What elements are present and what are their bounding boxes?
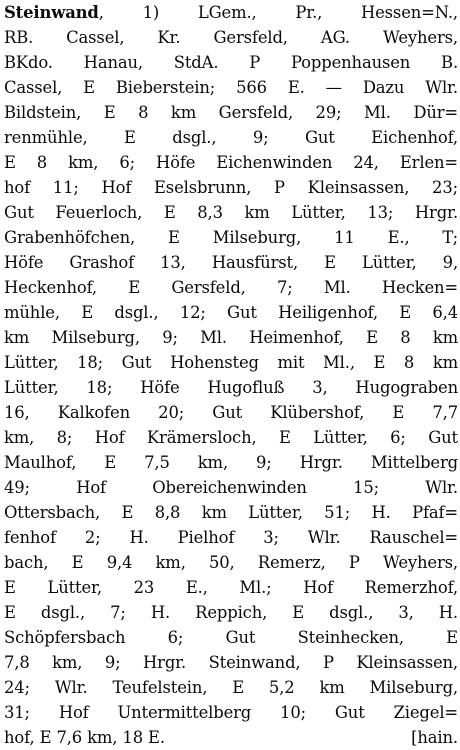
- entry-line: 49; Hof Obereichenwinden 15; Wlr.: [4, 478, 458, 497]
- gazetteer-entry: [4, 0, 458, 750]
- entry-line: 31; Hof Untermittelberg 10; Gut Ziegel=: [4, 703, 458, 722]
- entry-line: 24; Wlr. Teufelstein, E 5,2 km Milseburg,: [4, 678, 458, 697]
- entry-line: km Milseburg, 9; Ml. Heimenhof, E 8 km: [4, 328, 458, 347]
- entry-line: E Lütter, 23 E., Ml.; Hof Remerzhof,: [4, 578, 458, 597]
- entry-line: 16, Kalkofen 20; Gut Klübershof, E 7,7: [4, 403, 458, 422]
- entry-line: Steinwand, 1) LGem., Pr., Hessen=N.,: [4, 3, 458, 22]
- continuation-fragment: [hain.: [411, 728, 458, 747]
- entry-line: Grabenhöfchen, E Milseburg, 11 E., T;: [4, 228, 458, 247]
- entry-line: 7,8 km, 9; Hrgr. Steinwand, P Kleinsassen,: [4, 653, 458, 672]
- entry-line: BKdo. Hanau, StdA. P Poppenhausen B.: [4, 53, 458, 72]
- entry-line: mühle, E dsgl., 12; Gut Heiligenhof, E 6,4: [4, 303, 458, 322]
- entry-line: E 8 km, 6; Höfe Eichenwinden 24, Erlen=: [4, 153, 458, 172]
- entry-line: Heckenhof, E Gersfeld, 7; Ml. Hecken=: [4, 278, 458, 297]
- entry-line: Lütter, 18; Höfe Hugofluß 3, Hugograben: [4, 378, 458, 397]
- entry-line: hof 11; Hof Eselsbrunn, P Kleinsassen, 23;: [4, 178, 458, 197]
- entry-line: bach, E 9,4 km, 50, Remerz, P Weyhers,: [4, 553, 458, 572]
- entry-line: Maulhof, E 7,5 km, 9; Hrgr. Mittelberg: [4, 453, 458, 472]
- headword: Steinwand: [4, 3, 99, 22]
- entry-line: Lütter, 18; Gut Hohensteg mit Ml., E 8 km: [4, 353, 458, 372]
- entry-line-end: hof, E 7,6 km, 18 E.: [4, 728, 165, 747]
- entry-line: RB. Cassel, Kr. Gersfeld, AG. Weyhers,: [4, 28, 458, 47]
- entry-line: km, 8; Hof Krämersloch, E Lütter, 6; Gut: [4, 428, 458, 447]
- entry-line: Gut Feuerloch, E 8,3 km Lütter, 13; Hrgr.: [4, 203, 458, 222]
- entry-line: Schöpfersbach 6; Gut Steinhecken, E: [4, 628, 458, 647]
- entry-line: E dsgl., 7; H. Reppich, E dsgl., 3, H.: [4, 603, 458, 622]
- entry-line: renmühle, E dsgl., 9; Gut Eichenhof,: [4, 128, 458, 147]
- entry-line: fenhof 2; H. Pielhof 3; Wlr. Rauschel=: [4, 528, 458, 547]
- entry-line: Höfe Grashof 13, Hausfürst, E Lütter, 9,: [4, 253, 458, 272]
- entry-line-last: [4, 725, 458, 750]
- entry-line: Bildstein, E 8 km Gersfeld, 29; Ml. Dür=: [4, 103, 458, 122]
- entry-line: Ottersbach, E 8,8 km Lütter, 51; H. Pfaf=: [4, 503, 458, 522]
- entry-line: Cassel, E Bieberstein; 566 E. — Dazu Wlr.: [4, 78, 458, 97]
